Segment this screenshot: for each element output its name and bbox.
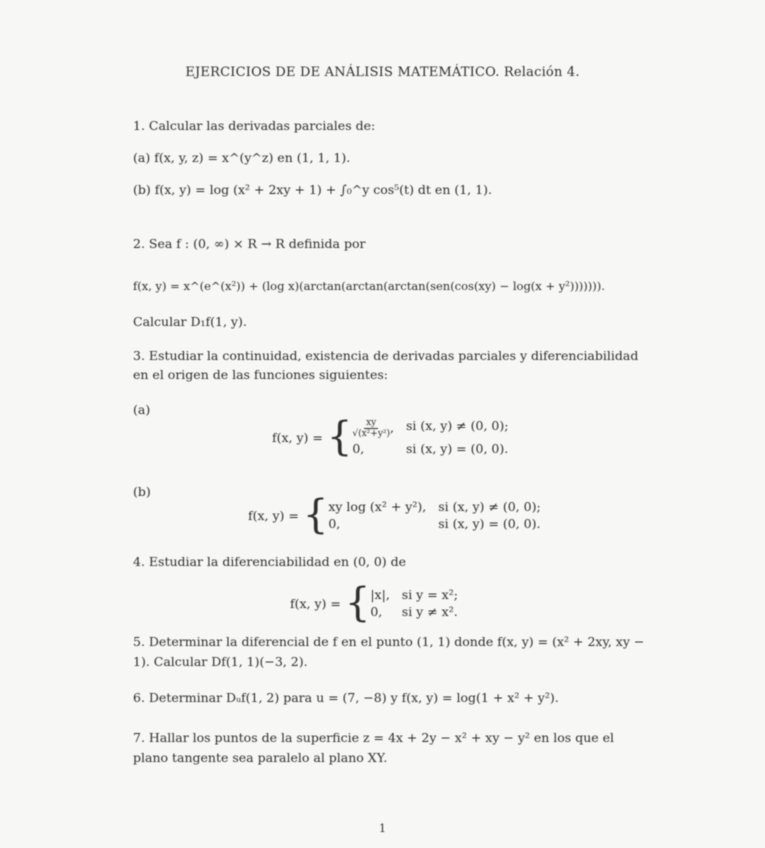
exercise-2-intro: 2. Sea f : (0, ∞) × R → R definida por <box>133 236 366 251</box>
exercise-3b-system <box>248 492 541 538</box>
exercise-1a-label: (a) <box>133 150 151 165</box>
exercise-3b-row1-expr: xy log (x² + y²), <box>328 499 427 514</box>
exercise-3b-lhs: f(x, y) = <box>248 507 299 523</box>
exercise-3a-numerator: xy <box>366 418 377 428</box>
exercise-1b-label: (b) <box>133 182 151 197</box>
exercise-2-question: Calcular D₁f(1, y). <box>133 314 247 329</box>
exercise-4-row1-cond: si y = x²; <box>401 587 458 602</box>
exercise-6-text: 6. Determinar Dᵤf(1, 2) para u = (7, −8) y f(x, y) = log(1 + x² + y²). <box>133 690 559 705</box>
exercise-3a-system <box>272 414 509 460</box>
exercise-3a-row1-cond: si (x, y) ≠ (0, 0); <box>406 418 509 433</box>
exercise-2-formula: f(x, y) = x^(e^(x²)) + (log x)(arctan(arctan(arctan(sen(cos(xy) − log(x + y²))))))). <box>133 279 605 293</box>
exercise-3b-label: (b) <box>133 484 151 499</box>
exercise-3-intro: 3. Estudiar la continuidad, existencia de derivadas parciales y diferenciabilidad en el origen de las funciones siguientes: <box>133 348 639 382</box>
exercise-5-text: 5. Determinar la diferencial de f en el punto (1, 1) donde f(x, y) = (x² + 2xy, xy − 1). Calcular Df(1, 1)(−3, 2). <box>133 634 645 669</box>
exercise-3b-row2-expr: 0, <box>328 516 341 531</box>
page-number: 1 <box>379 822 386 835</box>
exercise-1-intro: 1. Calcular las derivadas parciales de: <box>133 118 376 133</box>
exercise-4-row2-cond: si y ≠ x². <box>401 604 458 619</box>
exercise-4-intro: 4. Estudiar la diferenciabilidad en (0, 0) de <box>133 554 407 569</box>
exercise-4-row1-expr: |x|, <box>370 587 390 602</box>
exercise-3a-row1-expr: $\frac{xy}{\text{√(x²+y²)}}$ , <box>352 418 395 439</box>
exercise-3a-row2-expr: 0, <box>352 441 365 456</box>
exercise-1b-text: f(x, y) = log (x² + 2xy + 1) + ∫₀^y cos⁵(t) dt en (1, 1). <box>154 182 492 197</box>
left-brace-icon: { <box>344 580 371 626</box>
exercise-3b-row1-cond: si (x, y) ≠ (0, 0); <box>438 499 541 514</box>
exercise-3a-label: (a) <box>133 402 151 417</box>
exercise-1a <box>133 150 350 165</box>
exercise-4-lhs: f(x, y) = <box>290 595 341 611</box>
left-brace-icon: { <box>326 414 353 460</box>
exercise-4-system <box>290 580 458 626</box>
exercise-3a-denominator: √(x²+y²) <box>352 429 391 439</box>
left-brace-icon: { <box>302 492 329 538</box>
exercise-1b <box>133 182 492 197</box>
exercise-3b-row2-cond: si (x, y) = (0, 0). <box>438 516 541 531</box>
exercise-4-row2-expr: 0, <box>370 604 383 619</box>
document-title: EJERCICIOS DE DE ANÁLISIS MATEMÁTICO. Relación 4. <box>185 65 580 80</box>
exercise-3a-lhs: f(x, y) = <box>272 429 323 445</box>
exercise-7-text: 7. Hallar los puntos de la superficie z = 4x + 2y − x² + xy − y² en los que el plano tangente sea paralelo al plano XY. <box>133 730 615 765</box>
exercise-3a-row2-cond: si (x, y) = (0, 0). <box>406 441 509 456</box>
exercise-1a-text: f(x, y, z) = x^(y^z) en (1, 1, 1). <box>154 150 351 165</box>
